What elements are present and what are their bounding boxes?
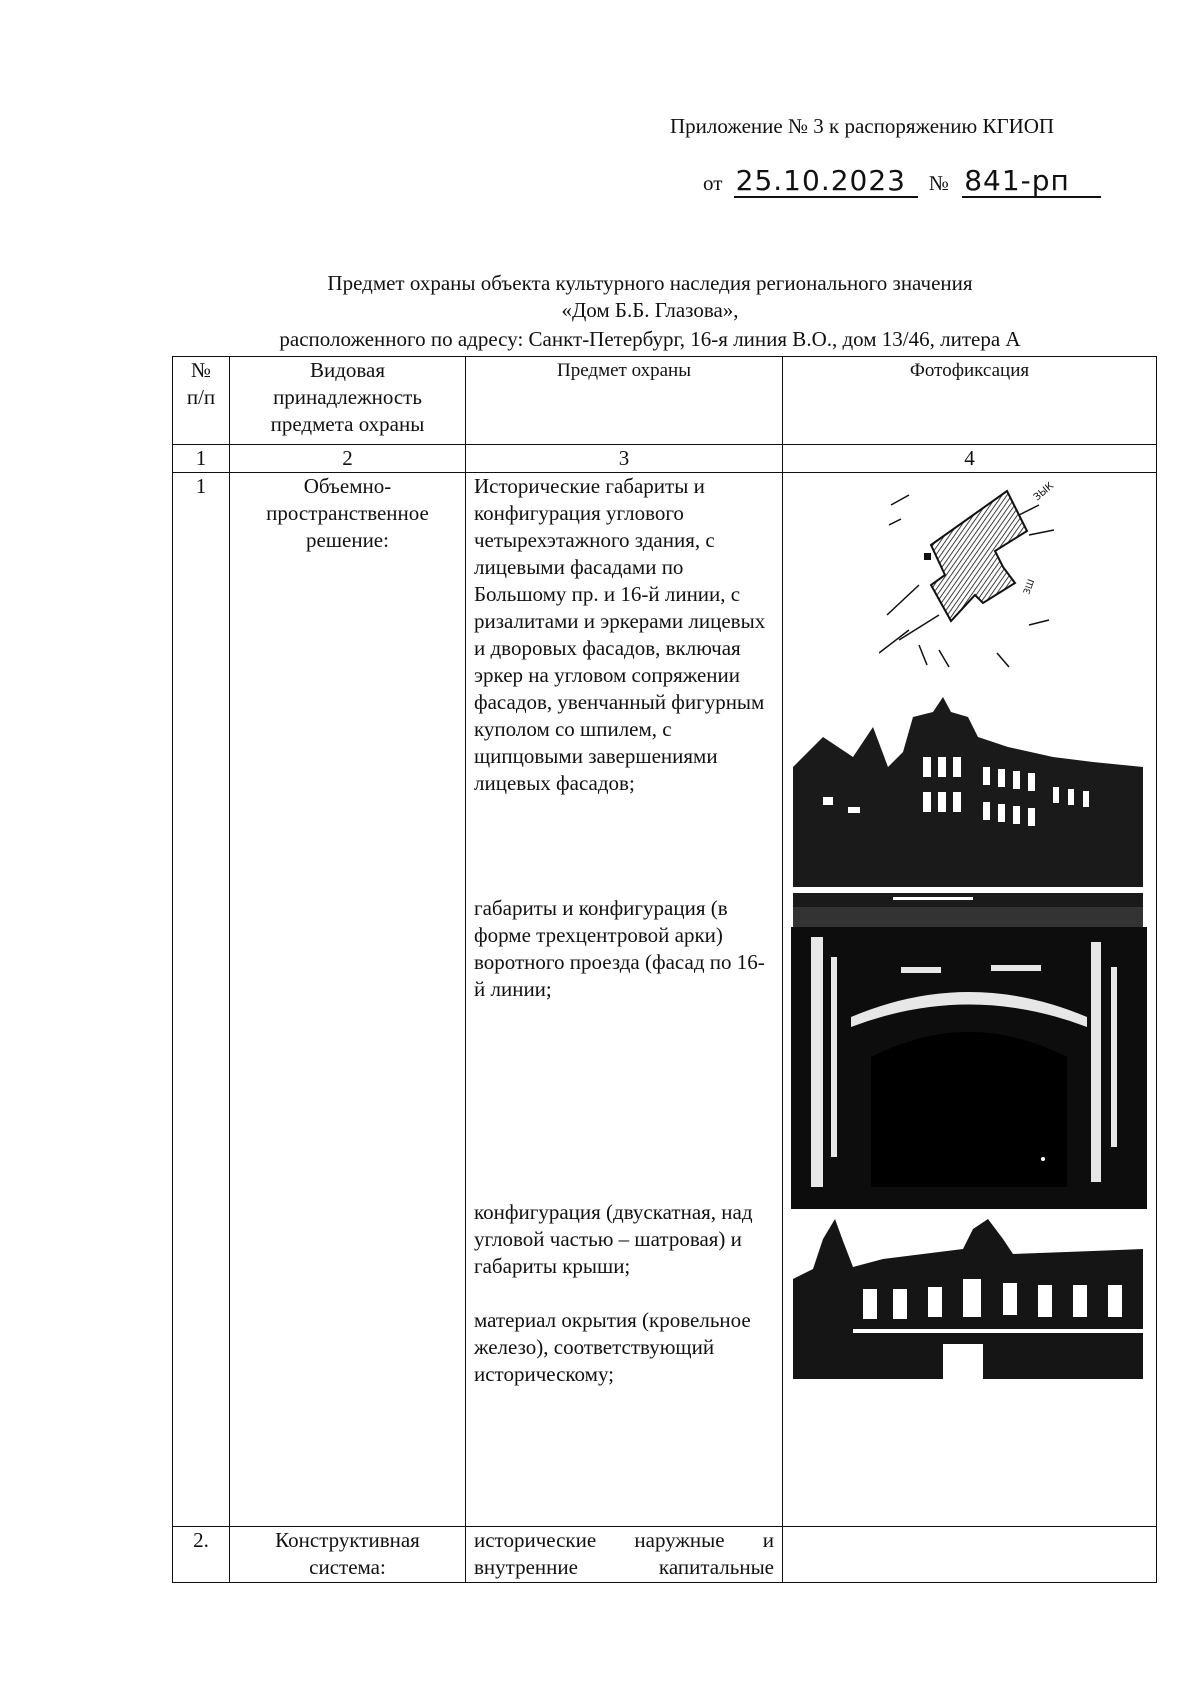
document-title-line-1: Предмет охраны объекта культурного наследия регионального значения — [327, 271, 973, 295]
svg-text:ЗЫК: ЗЫК — [1031, 480, 1057, 504]
col-number-3: 3 — [466, 445, 783, 473]
row-1-subject — [466, 473, 783, 1527]
corner-building-photo — [793, 697, 1143, 927]
document-title-line-3: расположенного по адресу: Санкт-Петербург, 16-я линия В.О., дом 13/46, литера А — [279, 327, 1021, 351]
header-type: Видовая принадлежность предмета охраны — [230, 357, 466, 445]
number-prefix: № — [928, 171, 949, 195]
subject-item-4: материал окрытия (кровельное железо), соответствующий историческому; — [474, 1308, 751, 1386]
handwritten-date: 25.10.2023 — [734, 166, 918, 198]
handwritten-number: 841-рп — [962, 166, 1101, 198]
table-row — [173, 1527, 1157, 1583]
header-subject: Предмет охраны — [466, 357, 783, 445]
header-photo: Фотофиксация — [783, 357, 1157, 445]
subject-item-1: Исторические габариты и конфигурация углового четырехэтажного здания, с лицевыми фасадами по Большому пр. и 16-й линии, с ризалитами и эркерами лицевых и дворовых фасадов, включая эркер на угловом сопряжении фасадов, увенчанный фигурным куполом со шпилем, с щипцовыми завершениями лицевых фасадов; — [474, 474, 766, 795]
col-number-2: 2 — [230, 445, 466, 473]
row-2-photo — [783, 1527, 1157, 1583]
row-1-photos — [783, 473, 1157, 1527]
subject-item-2: габариты и конфигурация (в форме трехцентровой арки) воротного проезда (фасад по 16-й линии; — [474, 896, 765, 1001]
row-2-subject: исторические наружные и внутренние капитальные — [466, 1527, 783, 1583]
roof-dome-photo — [793, 1219, 1143, 1379]
gate-arch-photo — [791, 927, 1147, 1209]
row-1-no: 1 — [173, 473, 230, 1527]
column-number-row — [173, 445, 1157, 473]
row-1-type: Объемно-пространственное решение: — [230, 473, 466, 1527]
date-prefix: от — [703, 171, 723, 195]
protection-subject-table — [172, 356, 1157, 1583]
row-2-type: Конструктивная система: — [230, 1527, 466, 1583]
table-row — [173, 473, 1157, 1527]
header-no: № п/п — [173, 357, 230, 445]
col-number-1: 1 — [173, 445, 230, 473]
order-reference — [703, 166, 1101, 198]
col-number-4: 4 — [783, 445, 1157, 473]
document-title-line-2: «Дом Б.Б. Глазова», — [561, 298, 739, 322]
row-2-no: 2. — [173, 1527, 230, 1583]
table-header-row — [173, 357, 1157, 445]
svg-text:ЗШ: ЗШ — [1022, 578, 1038, 597]
annex-caption: Приложение № 3 к распоряжению КГИОП — [670, 114, 1055, 138]
subject-item-3: конфигурация (двускатная, над угловой частью – шатровая) и габариты крыши; — [474, 1200, 753, 1278]
site-plan-image — [879, 475, 1059, 675]
